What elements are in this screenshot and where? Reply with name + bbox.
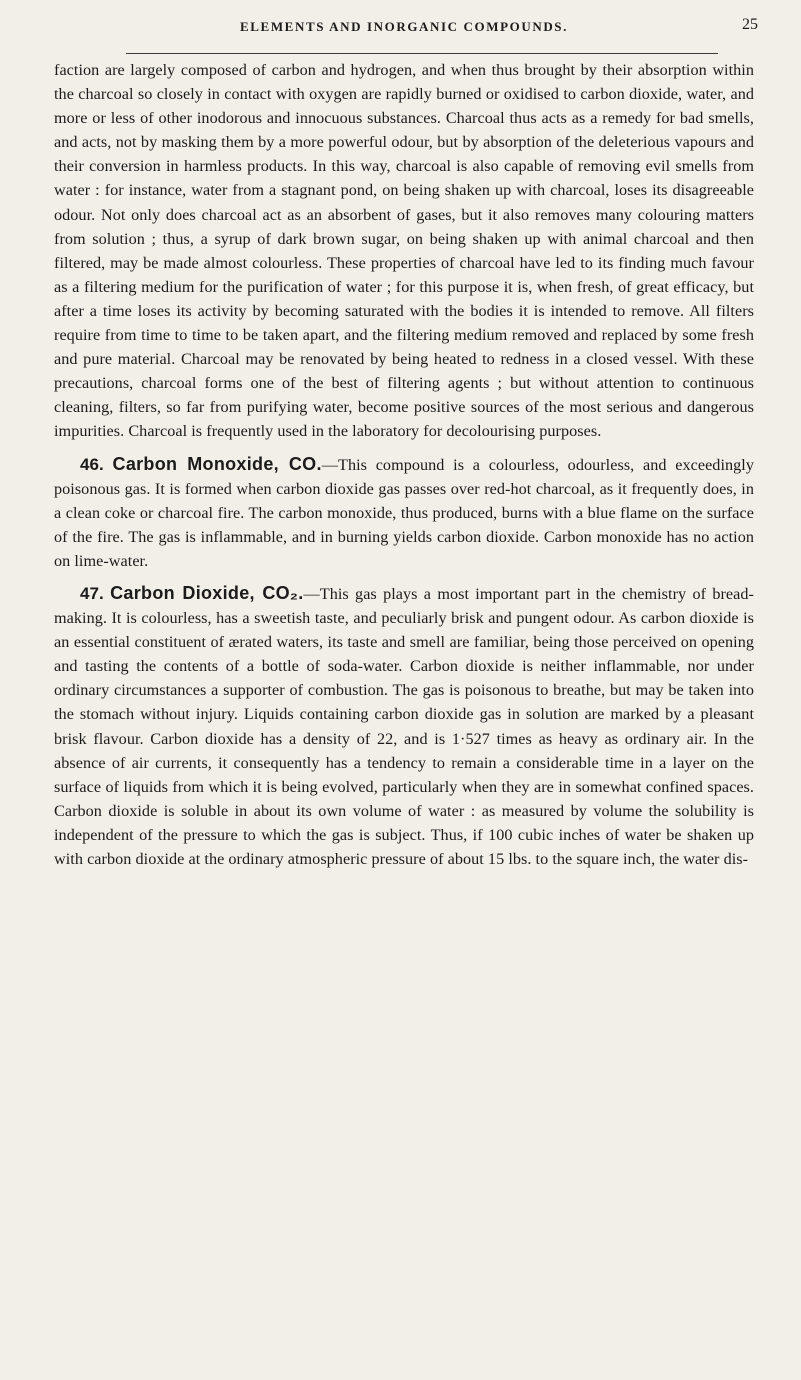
section-title: Carbon Monoxide, CO. xyxy=(112,453,322,474)
body-text xyxy=(54,54,754,871)
page-number: 25 xyxy=(742,16,758,33)
page-header xyxy=(54,16,758,54)
section-title: Carbon Dioxide, CO₂. xyxy=(110,582,304,603)
section-carbon-dioxide xyxy=(54,581,754,871)
section-number: 46. xyxy=(80,454,104,474)
book-page xyxy=(54,16,758,871)
section-carbon-monoxide xyxy=(54,452,754,573)
section-text: —This gas plays a most important part in the chemistry of bread-making. It is colourless, has a sweetish taste, and peculiarly brisk and pungent odour. As carbon dioxide is an essential constituent of ærated waters, its taste and smell are familiar, being those perceived on opening and tasting the contents of a bottle of soda-water. Carbon dioxide is neither inflammable, nor under ordinary circumstances a supporter of combustion. The gas is poisonous to breathe, but may be taken into the stomach without injury. Liquids containing carbon dioxide gas in solution are marked by a pleasant brisk flavour. Carbon dioxide has a density of 22, and is 1·527 times as heavy as ordinary air. In the absence of air currents, it consequently has a tendency to remain a considerable time in a layer on the surface of liquids from which it is being evolved, particularly when they are in somewhat confined spaces. Carbon dioxide is soluble in about its own volume of water : as measured by volume the solubility is independent of the pressure to which the gas is subject. Thus, if 100 cubic inches of water be shaken up with carbon dioxide at the ordinary atmospheric pressure of about 15 lbs. to the square inch, the water dis- xyxy=(54,584,754,868)
running-head: ELEMENTS AND INORGANIC COMPOUNDS. xyxy=(240,19,568,34)
section-number: 47. xyxy=(80,583,104,603)
paragraph-charcoal: faction are largely composed of carbon and hydrogen, and when thus brought by their absorption within the charcoal so closely in contact with oxygen are rapidly burned or oxidised to carbon dioxide, water, and more or less of other inodorous and innocuous substances. Charcoal thus acts as a remedy for bad smells, and acts, not by masking them by a more powerful odour, but by absorption of the deleterious vapours and their conversion in harmless products. In this way, charcoal is also capable of removing evil smells from water : for instance, water from a stagnant pond, on being shaken up with charcoal, loses its disagreeable odour. Not only does charcoal act as an absorbent of gases, but it also removes many colouring matters from solution ; thus, a syrup of dark brown sugar, on being shaken up with animal charcoal and then filtered, may be made almost colourless. These properties of charcoal have led to its finding much favour as a filtering medium for the purification of water ; for this purpose it is, when fresh, of great efficacy, but after a time loses its activity by becoming saturated with the bodies it is intended to remove. All filters require from time to time to be taken apart, and the filtering medium removed and replaced by some fresh and pure material. Charcoal may be renovated by being heated to redness in a closed vessel. With these precautions, charcoal forms one of the best of filtering agents ; but without attention to continuous cleaning, filters, so far from purifying water, become positive sources of the most serious and dangerous impurities. Charcoal is frequently used in the laboratory for decolourising purposes. xyxy=(54,61,754,441)
section-text: —This compound is a colourless, odourless, and exceedingly poisonous gas. It is formed when carbon dioxide gas passes over red-hot charcoal, as it frequently does, in a clean coke or charcoal fire. The carbon monoxide, thus produced, burns with a blue flame on the surface of the fire. The gas is inflammable, and in burning yields carbon dioxide. Carbon monoxide has no action on lime-water. xyxy=(54,455,754,570)
header-rule xyxy=(126,53,718,54)
